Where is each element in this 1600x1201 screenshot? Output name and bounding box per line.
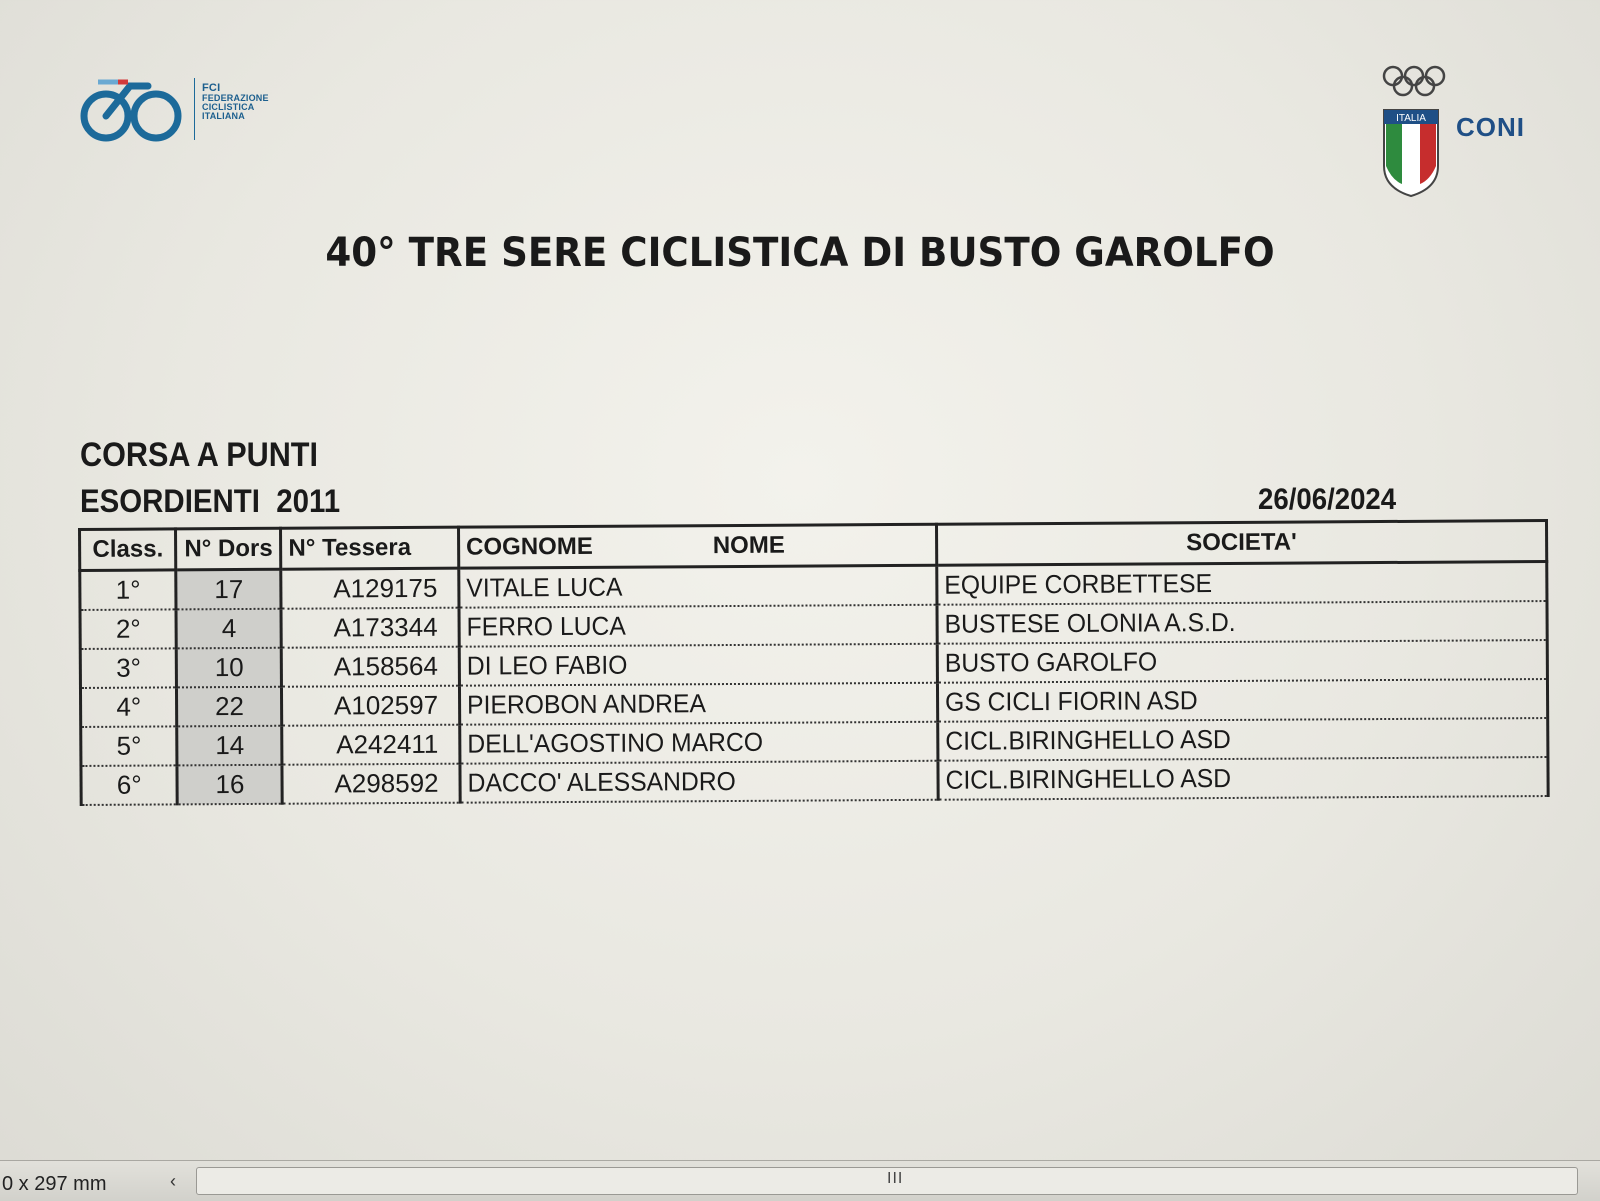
cell-bib: 10 [177,648,282,688]
header-surname: COGNOME [466,532,593,561]
cell-team: BUSTO GAROLFO [937,640,1548,683]
cell-card: A129175 [281,568,459,609]
header-card: N° Tessera [281,527,459,569]
cell-bib: 22 [177,687,282,727]
cell-team: EQUIPE CORBETTESE [936,562,1547,605]
cell-name: FERRO LUCA [459,605,937,647]
olympic-rings-icon [1382,64,1446,98]
cell-team: CICL.BIRINGHELLO ASD [937,718,1548,761]
cell-team: CICL.BIRINGHELLO ASD [938,757,1549,800]
status-bar [0,1160,1600,1201]
header-bib: N° Dors [176,528,281,570]
cell-bib: 14 [177,726,282,766]
cell-bib: 4 [176,609,281,649]
cell-bib: 17 [176,569,281,609]
header-team: SOCIETA' [936,521,1547,566]
cell-card: A298592 [282,764,460,804]
scroll-left-arrow-icon[interactable]: ‹ [170,1171,176,1191]
cell-class: 5° [81,726,178,766]
cell-name: VITALE LUCA [459,565,937,607]
cell-name: DI LEO FABIO [459,644,937,686]
race-date: 26/06/2024 [1258,483,1397,516]
cell-class: 2° [80,609,177,649]
cell-card: A173344 [281,608,459,648]
table-row [81,757,1548,805]
race-type: CORSA A PUNTI [80,436,319,474]
cell-bib: 16 [177,765,282,805]
cell-class: 4° [80,687,177,727]
cell-team: GS CICLI FIORIN ASD [937,679,1548,722]
header-class: Class. [80,529,177,571]
page-size-readout: 0 x 297 mm [2,1173,107,1195]
header-firstname: NOME [712,531,785,560]
fci-logo-text: FCI FEDERAZIONE CICLISTICA ITALIANA [202,82,269,121]
results-table [78,519,1550,806]
cell-card: A158564 [282,647,460,687]
fci-bicycle-icon [78,72,190,144]
cell-name: PIEROBON ANDREA [459,683,937,725]
cell-class: 3° [80,648,177,688]
scrollbar-grip-icon[interactable]: III [887,1170,904,1187]
event-title: 40° TRE SERE CICLISTICA DI BUSTO GAROLFO [325,230,1275,276]
shield-text: ITALIA [1396,113,1426,124]
cell-name: DACCO' ALESSANDRO [460,761,938,803]
header-name [459,524,937,568]
cell-class: 6° [81,765,178,805]
coni-logo-text: CONI [1456,112,1525,142]
cell-team: BUSTESE OLONIA A.S.D. [937,601,1548,644]
horizontal-scrollbar[interactable] [196,1167,1578,1195]
italia-shield-icon [1382,108,1440,198]
cell-name: DELL'AGOSTINO MARCO [460,722,938,764]
fci-logo-divider [194,78,195,140]
race-category: ESORDIENTI 2011 [80,483,341,519]
cell-class: 1° [80,570,177,610]
cell-card: A242411 [282,725,460,765]
cell-card: A102597 [282,686,460,726]
coni-logo [1382,64,1542,204]
fci-logo [78,72,308,152]
